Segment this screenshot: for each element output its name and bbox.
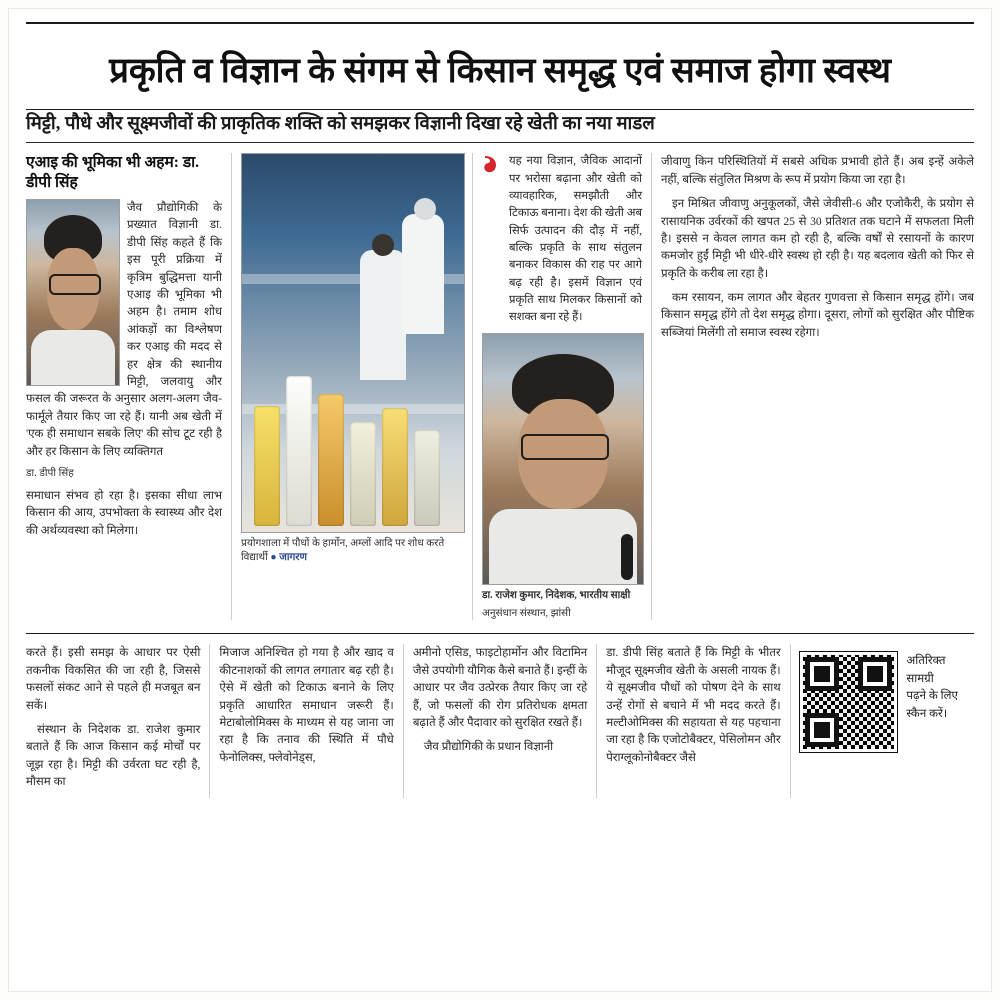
quote-text: यह नया विज्ञान, जैविक आदानों पर भरोसा बढ़ाना और खेती को व्यावहारिक, समझौती और टिकाऊ बनाना। देश की खेती अब सिर्फ उत्पादन की दौड़ में नहीं, बल्कि प्रकृति के साथ संतुलन बनाकर विकास की राह पर आगे बढ़ रही है। इसमें विज्ञान एवं प्रकृति साथ मिलकर किसानों को सशक्त बना रहे हैं। [509, 155, 642, 324]
shirt-shape [489, 509, 636, 584]
paragraph: डा. डीपी सिंह बताते हैं कि मिट्टी के भीतर मौजूद सूक्ष्मजीव खेती के असली नायक हैं। ये सूक्ष्मजीव पौधों को पोषण देने के साथ उन्हें रोगों से बचाने में भी मदद करते हैं। मल्टीओमिक्स की सहायता से यह पहचाना जा रहा है कि एजोटोबैक्टर, पेसिलोमन और पेराग्लूकोनोबैक्टर जैसे [606, 646, 781, 764]
qr-finder-icon [805, 713, 839, 747]
article-bottom-grid [26, 644, 974, 797]
bottom-column-qr [800, 644, 974, 797]
column-one [26, 153, 222, 620]
qr-line-3: स्कैन करें। [906, 706, 948, 720]
paragraph: कम रसायन, कम लागत और बेहतर गुणवत्ता से किसान समृद्ध होंगे। जब किसान समृद्ध होंगे तो देश समृद्ध होगा। दूसरा, लोगों को सुरक्षित और पौष्टिक सब्जियां मिलेंगी तो समाज स्वस्थ रहेगा। [661, 291, 974, 339]
qr-block [800, 652, 974, 752]
column-divider [209, 644, 210, 797]
qr-finder-icon [805, 657, 839, 691]
glasses-icon [521, 434, 608, 461]
subhead-rule [26, 142, 974, 143]
microphone-shape [621, 534, 633, 580]
qr-finder-icon [858, 657, 892, 691]
top-rule [26, 22, 974, 24]
column-two [241, 153, 463, 620]
caption-name: डा. राजेश कुमार, निदेशक, भारतीय साक्षी [482, 589, 631, 601]
paragraph: मिजाज अनिश्चित हो गया है और खाद व कीटनाशकों की लागत लगातार बढ़ रही है। ऐसे में खेती को टिकाऊ बनाने के लिए प्रकृति आधारित समाधान जरूरी हैं। मेटाबोलोमिक्स के माध्यम से यह जाना जा रहा है कि तनाव की स्थिति में पौधे फेनोलिक्स, फ्लेवोनेड्स, [219, 646, 394, 764]
column-four [661, 153, 974, 620]
lab-photo [241, 153, 465, 533]
bottle-shape [286, 376, 312, 526]
bottom-text-two [219, 644, 393, 766]
shirt-shape [31, 330, 116, 386]
bottom-column-one [26, 644, 200, 797]
paragraph: जैव प्रौद्योगिकी के प्रधान विज्ञानी [423, 740, 554, 754]
page-title: प्रकृति व विज्ञान के संगम से किसान समृद्ध एवं समाज होगा स्वस्थ [109, 51, 891, 90]
column-divider [651, 153, 652, 620]
bottom-column-four [606, 644, 780, 797]
column-one-text-cont [26, 487, 222, 539]
bottle-shape [414, 430, 440, 526]
glasses-icon [49, 274, 101, 295]
bottle-shape [382, 408, 408, 526]
column-divider [790, 644, 791, 797]
bottom-text-three [413, 644, 587, 755]
paragraph: संस्थान के निदेशक डा. राजेश कुमार बताते हैं कि आज किसान कई मोर्चों पर जूझ रहा है। मिट्टी की उर्वरता घट रही है, मौसम का [26, 722, 201, 789]
lab-photo-caption: प्रयोगशाला में पौधों के हार्मोन, अम्लों आदि पर शोध करते विद्यार्थी ● जागरण [241, 538, 445, 564]
portrait-photo-dp-singh [26, 199, 120, 386]
paragraph: इन मिश्रित जीवाणु अनुकूलकों, जैसे जेवीसी-6 और एजोकैरी, के प्रयोग से रासायनिक उर्वरकों की खपत 25 से 30 प्रतिशत तक घटाने में सफलता मिली है। इससे न केवल लागत कम हो रही है, बल्कि वर्षों से रसायनों के कारण कमजोर हुईं मिट्टी भी धीरे-धीरे स्वस्थ हो रही है। यह बदलाव खेती को फिर से प्रकृति के करीब ला रहा है। [661, 197, 974, 280]
subhead: मिट्टी, पौधे और सूक्ष्मजीवों की प्राकृतिक शक्ति को समझकर विज्ञानी दिखा रहे खेती का नया माडल [26, 114, 655, 135]
article-top-grid [26, 153, 974, 620]
portrait-caption: डा. डीपी सिंह [26, 467, 74, 479]
portrait-caption-sub: अनुसंधान संस्थान, झांसी [482, 607, 571, 619]
qr-line-2: पढ़ने के लिए [906, 689, 958, 703]
paragraph: करते हैं। इसी समझ के आधार पर ऐसी तकनीक विकसित की जा रही है, जिससे फसलों संकट आने से पहले ही मजबूत बन सकें। [26, 646, 201, 712]
paragraph: जैव प्रौद्योगिकी के प्रख्यात विज्ञानी डा. डीपी सिंह कहते हैं कि इस पूरी प्रक्रिया में कृत्रिम बुद्धिमत्ता यानी एआइ की भूमिका भी अहम है। तमाम शोध आंकड़ों का विश्लेषण कर एआइ की मदद से हर क्षेत्र की स्थानीय मिट्टी, जलवायु और फसल की जरूरत के अनुसार अलग-अलग जैव-फार्मूले तैयार किए जा रहे हैं। यानी अब खेती में 'एक ही समाधान सबके लिए' की सोच टूट रही है और हर किसान के लिए व्यक्तिगत [26, 201, 222, 458]
paragraph: अमीनो एसिड, फाइटोहार्मोन और विटामिन जैसे उपयोगी यौगिक कैसे बनाते हैं। इन्हीं के आधार पर जैव उत्प्रेरक तैयार किए जा रहे हैं, जो फसलों की रोग प्रतिरोधक क्षमता बढ़ाते हैं और पैदावार को सुरक्षित रखते हैं। [412, 646, 588, 729]
column-one-kicker: एआइ की भूमिका भी अहम: डा. डीपी सिंह [26, 154, 200, 191]
bottom-rule [26, 633, 974, 634]
portrait-photo-rajesh-kumar [482, 333, 644, 585]
qr-code[interactable] [800, 652, 898, 752]
bottom-text-four [606, 644, 780, 766]
bottle-shape [350, 422, 376, 526]
bottom-column-two [219, 644, 393, 797]
column-divider [403, 644, 404, 797]
bottom-text-one [26, 644, 200, 790]
photo-credit: जागरण [279, 552, 307, 564]
column-divider [596, 644, 597, 797]
column-three [482, 153, 642, 620]
column-four-text [661, 153, 974, 341]
portrait-caption [482, 589, 642, 603]
paragraph: जीवाणु किन परिस्थितियों में सबसे अधिक प्रभावी होते हैं। अब इन्हें अकेले नहीं, बल्कि संतुलित मिश्रण के रूप में प्रयोग किया जा रहा है। [661, 155, 974, 186]
subhead-row [26, 110, 974, 136]
bottom-column-three [413, 644, 587, 797]
column-divider [231, 153, 232, 620]
person-shape [360, 250, 406, 380]
qr-caption [906, 652, 974, 722]
person-shape [402, 214, 444, 334]
qr-line-1: अतिरिक्त सामग्री [906, 654, 946, 685]
paragraph: समाधान संभव हो रहा है। इसका सीधा लाभ किसान की आय, उपभोक्ता के स्वास्थ्य और देश की अर्थव्यवस्था को मिलेगा। [26, 488, 222, 537]
caption-text: प्रयोगशाला में पौधों के हार्मोन, अम्लों आदि पर शोध करते विद्यार्थी [241, 538, 445, 564]
bottle-shape [318, 394, 344, 526]
quote-block [482, 153, 642, 326]
newspaper-sheet [8, 8, 992, 992]
column-divider [472, 153, 473, 620]
bottle-shape [254, 406, 280, 526]
quote-icon [482, 153, 504, 175]
